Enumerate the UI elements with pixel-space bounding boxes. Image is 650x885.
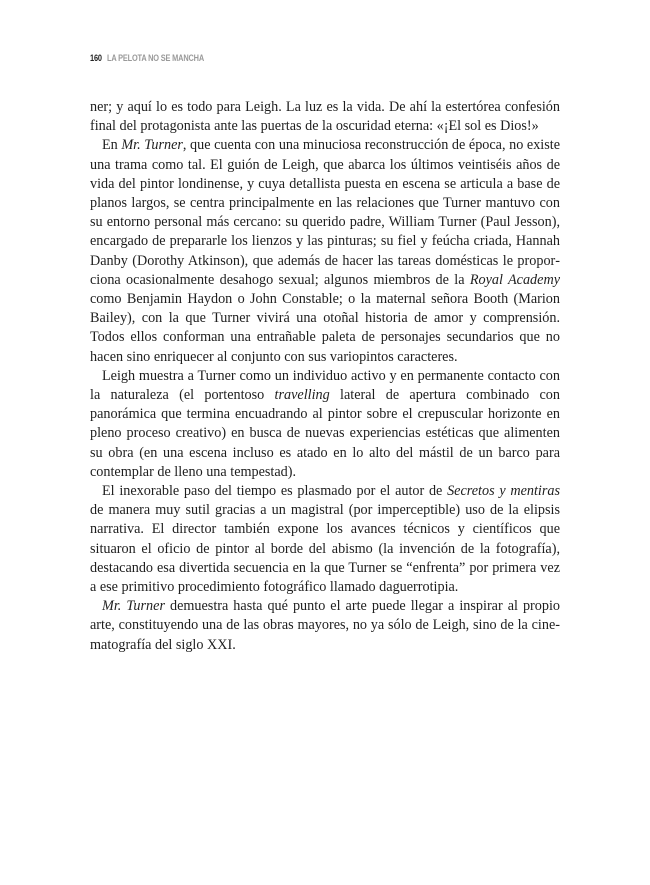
text-segment: demuestra hasta qué punto el arte puede llegar a inspirar al propio arte, constituyendo una de las obras mayores, no ya sólo de Leigh, sino de la cinematografía del siglo XXI. (90, 598, 560, 653)
body-text (90, 98, 560, 655)
film-title-italic: Secretos y mentiras (447, 483, 560, 500)
page-number: 160 (90, 53, 102, 63)
text-segment: El inexorable paso del tiempo es plasmado por el autor de (102, 483, 448, 500)
institution-italic: Royal Academy (469, 271, 560, 288)
term-italic: travelling (274, 387, 330, 404)
text-segment: , que cuenta con una minuciosa reconstrucción de época, no existe una trama como tal. El guión de Leigh, que abarca los últimos veintiséis años de vida del pintor londinense, y cuya detallista puesta en escena se articula a base de planos largos, se centra principalmente en las relaciones que Turner mantuvo con su entorno personal más cercano: su querido padre, William Turner (Paul Jesson), encargado de prepararle los lienzos y las pinturas; su fiel y feúcha criada, Hannah Danby (Dorothy Atkinson), que además de hacer las tareas domésticas le proporciona ocasionalmente desahogo sexual; algunos miembros de la (90, 137, 560, 288)
text-segment: Leigh muestra a Turner como un individuo activo y en permanente contacto con la naturaleza (el portentoso (90, 367, 560, 404)
text-segment: como Benjamin Haydon o John Constable; o la maternal señora Booth (Marion Bailey), con la que Turner vivirá una otoñal historia de amor y comprensión. Todos ellos conforman una entrañable paleta de personajes secundarios que no hacen sino enriquecer al conjunto con sus variopintos caracteres. (90, 291, 560, 365)
film-title-italic: Mr. Turner (121, 137, 183, 154)
text-segment: En (102, 137, 122, 154)
book-title: LA PELOTA NO SE MANCHA (107, 53, 204, 63)
text-segment: de manera muy sutil gracias a un magistral (por imperceptible) uso de la elipsis narrativa. El director también expone los avances técnicos y científicos que situaron el oficio de pintor al borde del abismo (la invención de la fotografía), destacando esa divertida secuencia en la que Turner se “enfrenta” por primera vez a ese primitivo procedimiento fotográfico llamado daguerrotipia. (90, 502, 560, 596)
paragraph (90, 597, 560, 655)
running-head (90, 53, 204, 63)
text-segment: ner; y aquí lo es todo para Leigh. La luz es la vida. De ahí la estertórea confesión final del protagonista ante las puertas de la oscuridad eterna: «¡El sol es Dios!» (90, 99, 560, 135)
film-title-italic: Mr. Turner (102, 598, 165, 615)
paragraph (90, 482, 560, 597)
paragraph (90, 136, 560, 366)
paragraph (90, 367, 560, 482)
text-segment: lateral de apertura combinado con panorámica que termina encuadrando al pintor sobre el crepuscular horizonte en pleno proceso creativo) en busca de nuevas experiencias estéticas que alimenten su obra (en una escena incluso es atado en lo alto del mástil de un barco para contemplar de lleno una tempestad). (90, 387, 560, 480)
paragraph (90, 98, 560, 136)
